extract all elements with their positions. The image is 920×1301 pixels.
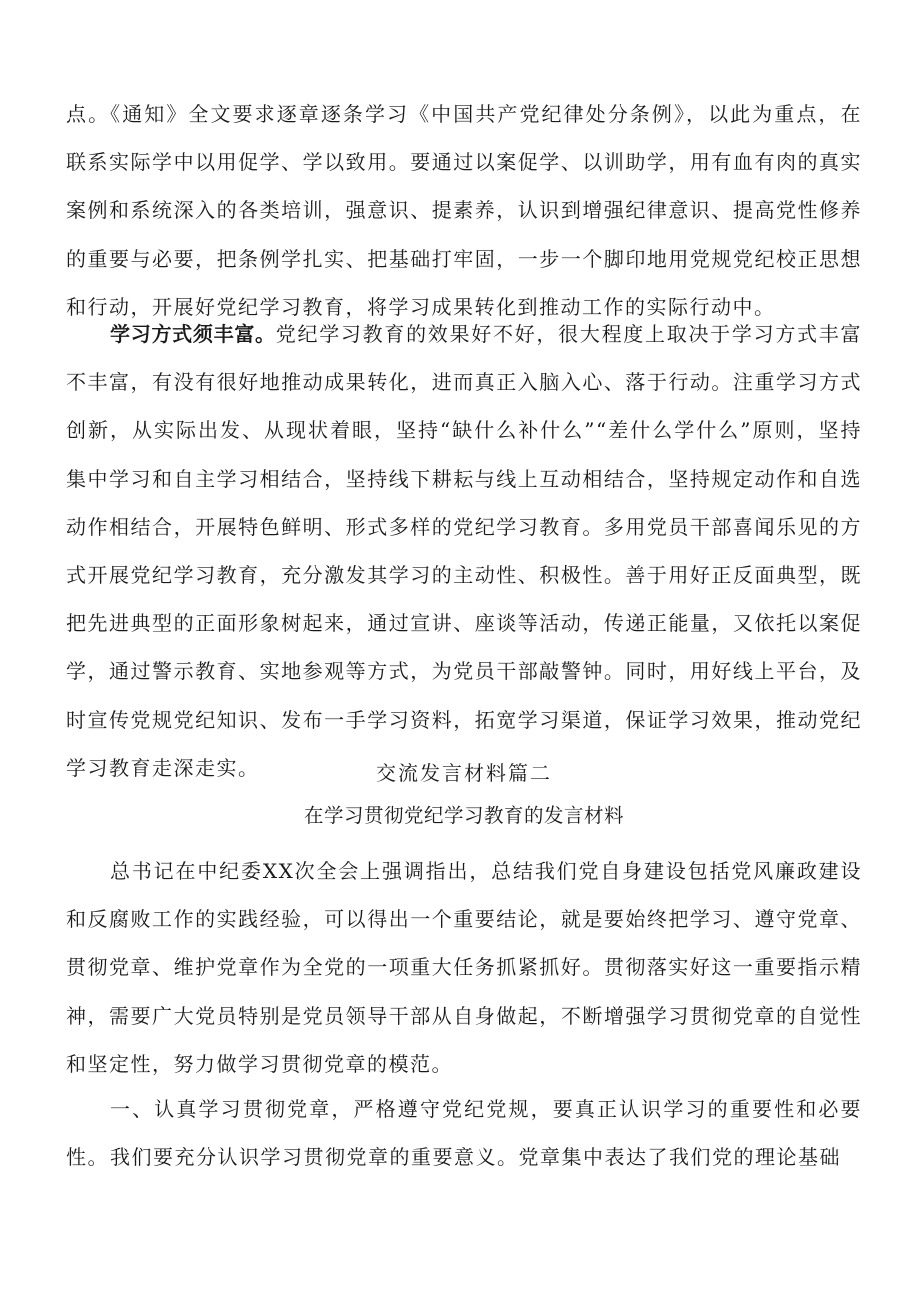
section-label: 交流发言材料篇二 — [376, 761, 552, 785]
paragraph-lead-heading: 学习方式须丰富。 — [110, 322, 276, 346]
paragraph-intro: 总书记在中纪委XX次全会上强调指出，总结我们党自身建设包括党风廉政建设和反腐败工作的实践经验，可以得出一个重要结论，就是要始终把学习、遵守党章、贯彻党章、维护党章作为全党的一项重大任务抓紧抓好。贯彻落实好这一重要指示精神，需要广大党员特别是党员领导干部从自身做起，不断增强学习贯彻党章的自觉性和坚定性，努力做学习贯彻党章的模范。 — [66, 859, 862, 1076]
paragraph-continued: 点。《通知》全文要求逐章逐条学习《中国共产党纪律处分条例》，以此为重点，在联系实际学中以用促学、学以致用。要通过以案促学、以训助学，用有血有肉的真实案例和系统深入的各类培训，强意识、提素养，认识到增强纪律意识、提高党性修养的重要与必要，把条例学扎实、把基础打牢固，一步一个脚印地用党规党纪校正思想和行动，开展好党纪学习教育，将学习成果转化到推动工作的实际行动中。 — [66, 102, 862, 319]
paragraph-learning-methods — [66, 310, 862, 792]
article-title: 在学习贯彻党纪学习教育的发言材料 — [303, 804, 624, 827]
paragraph-body: 党纪学习教育的效果好不好，很大程度上取决于学习方式丰富不丰富，有没有很好地推动成果转化，进而真正入脑入心、落于行动。注重学习方式创新，从实际出发、从现状着眼，坚持“缺什么补什么”“差什么学什么”原则，坚持集中学习和自主学习相结合，坚持线下耕耘与线上互动相结合，坚持规定动作和自选动作相结合，开展特色鲜明、形式多样的党纪学习教育。多用党员干部喜闻乐见的方式开展党纪学习教育，充分激发其学习的主动性、积极性。善于用好正反面典型，既把先进典型的正面形象树起来，通过宣讲、座谈等活动，传递正能量，又依托以案促学，通过警示教育、实地参观等方式，为党员干部敲警钟。同时，用好线上平台，及时宣传党规党纪知识、发布一手学习资料，拓宽学习渠道，保证学习效果，推动党纪学习教育走深走实。 — [66, 322, 863, 780]
paragraph-significance: 我们要充分认识学习贯彻党章的重要意义。党章集中表达了我们党的理论基础 — [110, 1145, 841, 1169]
paragraph-point-one: 一、认真学习贯彻党章，严格遵守党纪党规，要真正认识学习的重要性和必要性。 — [66, 1097, 862, 1170]
